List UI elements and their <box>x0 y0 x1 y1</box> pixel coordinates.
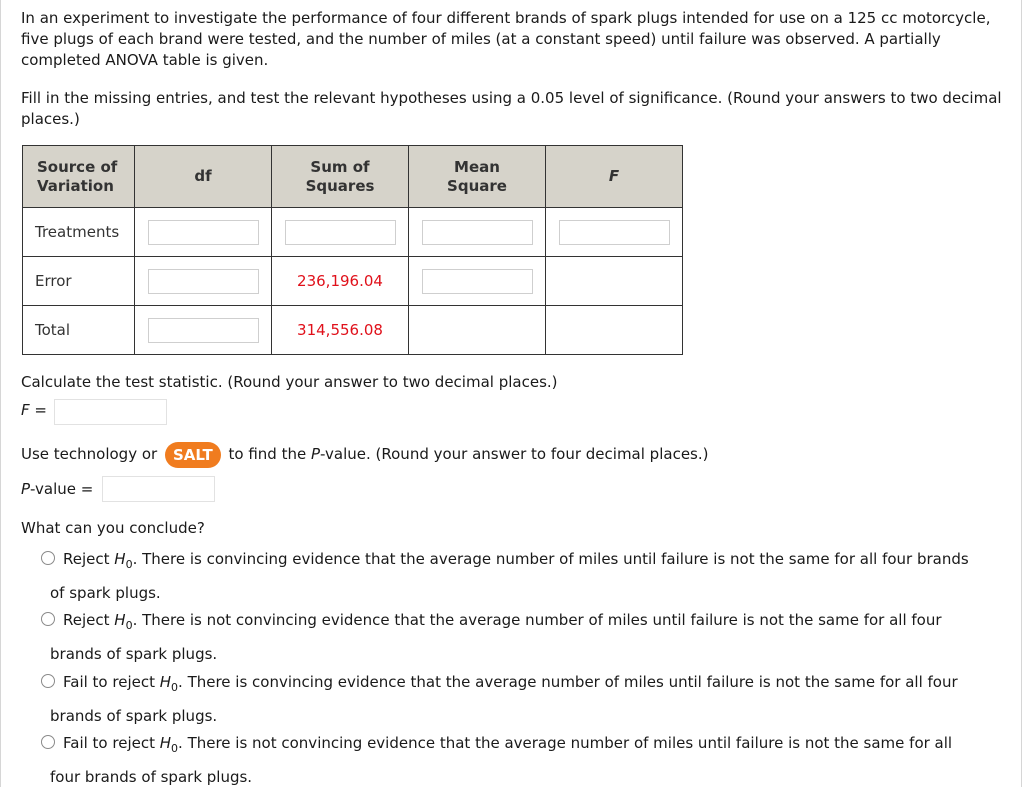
total-f-empty <box>546 306 683 355</box>
header-source: Source of Variation <box>23 146 135 208</box>
instructions-text: Fill in the missing entries, and test the relevant hypotheses using a 0.05 level of significance. (Round your answers to two decimal places.) <box>21 89 1002 128</box>
conclusion-option-4[interactable]: Fail to reject $H_0$. There is not convincing evidence that the average number of miles until failure is not the same for all four brands of spark plugs. <box>41 729 1006 791</box>
radio-button[interactable] <box>41 551 55 565</box>
pvalue-label: P-value = <box>21 480 94 498</box>
conclusion-option-3[interactable]: Fail to reject $H_0$. There is convincing evidence that the average number of miles until failure is not the same for all four brands of spark plugs. <box>41 668 1006 730</box>
radio-button[interactable] <box>41 612 55 626</box>
row-label-error: Error <box>23 257 135 306</box>
total-ss-value: 314,556.08 <box>272 306 409 355</box>
radio-button[interactable] <box>41 735 55 749</box>
test-stat-prompt: Calculate the test statistic. (Round your answer to two decimal places.) <box>21 373 558 391</box>
treatments-f-input[interactable] <box>559 220 670 245</box>
conclusion-option-1[interactable]: Reject $H_0$. There is convincing evidence that the average number of miles until failure is not the same for all four brands of spark plugs. <box>41 545 1006 607</box>
treatments-ms-input[interactable] <box>422 220 533 245</box>
header-f: F <box>546 146 683 208</box>
intro-text: In an experiment to investigate the performance of four different brands of spark plugs intended for use on a 125 cc motorcycle, five plugs of each brand were tested, and the number of miles (at a constant speed) until failure was observed. A partially completed ANOVA table is given. <box>21 9 991 69</box>
error-f-empty <box>546 257 683 306</box>
total-ms-empty <box>409 306 546 355</box>
salt-button[interactable]: SALT <box>165 442 221 468</box>
radio-button[interactable] <box>41 674 55 688</box>
conclusion-prompt: What can you conclude? <box>21 519 205 537</box>
treatments-df-input[interactable] <box>148 220 259 245</box>
anova-table <box>22 145 683 355</box>
row-label-treatments: Treatments <box>23 208 135 257</box>
f-label: F = <box>21 401 47 419</box>
pvalue-input[interactable] <box>102 476 215 502</box>
header-ss: Sum of Squares <box>272 146 409 208</box>
table-row-error <box>23 257 683 306</box>
pvalue-prompt: Use technology or SALT to find the P-value. (Round your answer to four decimal places.) <box>21 440 708 468</box>
f-stat-input[interactable] <box>54 399 167 425</box>
header-df: df <box>135 146 272 208</box>
total-df-input[interactable] <box>148 318 259 343</box>
error-df-input[interactable] <box>148 269 259 294</box>
table-row-total <box>23 306 683 355</box>
table-header-row <box>23 146 683 208</box>
conclusion-option-2[interactable]: Reject $H_0$. There is not convincing evidence that the average number of miles until failure is not the same for all four brands of spark plugs. <box>41 606 1006 668</box>
row-label-total: Total <box>23 306 135 355</box>
treatments-ss-input[interactable] <box>285 220 396 245</box>
header-ms: Mean Square <box>409 146 546 208</box>
error-ss-value: 236,196.04 <box>272 257 409 306</box>
error-ms-input[interactable] <box>422 269 533 294</box>
table-row-treatments <box>23 208 683 257</box>
